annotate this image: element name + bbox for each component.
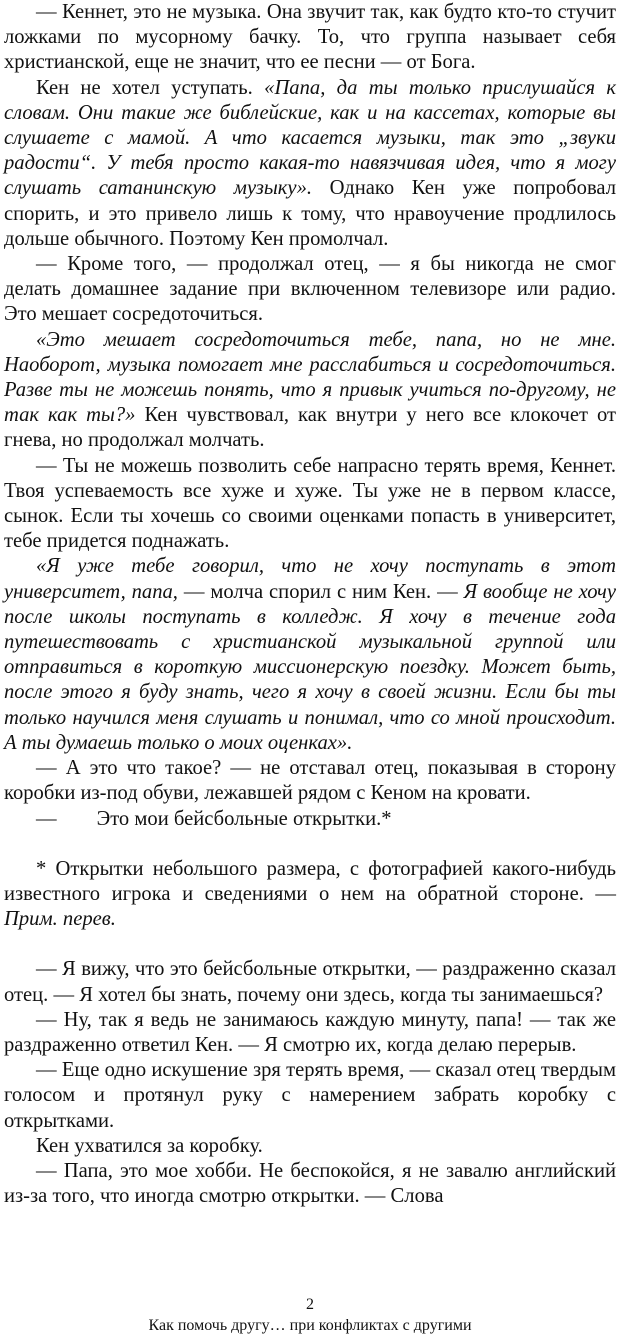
text-span: — молча спорил с ним Кен. — <box>177 580 464 603</box>
text-span: — Я вижу, что это бейсбольные открытки, — раздраженно сказал отец. — Я хотел бы знать, почему они здесь, когда ты занимаешься? <box>4 958 616 1006</box>
text-span: Кен ухватился за коробку. <box>36 1134 263 1157</box>
page-footer: Как помочь другу… при конфликтах с другими <box>148 1317 472 1334</box>
page-number: 2 <box>306 1296 314 1313</box>
paragraph <box>4 1058 616 1134</box>
paragraph <box>4 1134 616 1159</box>
text-span: Однако Кен уже попробовал спорить, и это привело лишь к тому, что нравоучение продлилось дольше обычного. Поэтому Кен промолчал. <box>4 177 616 250</box>
text-span: — Кеннет, это не музыка. Она звучит так, как будто кто-то стучит ложками по мусорному бачку. То, что группа называет себя христианской, еще не значит, что ее песни — от Бога. <box>4 1 616 74</box>
dash-line-text: Это мои бейсбольные открытки.* <box>96 807 392 830</box>
text-span: — Еще одно искушение зря терять время, — сказал отец твердым голосом и протянул руку с намерением забрать коробку с открытками. <box>4 1059 616 1132</box>
italic-span: Я вообще не хочу после школы поступать в колледж. Я хочу в течение года путешествовать с христианской музыкальной группой или отправиться в короткую миссионерскую поездку. Может быть, после этого я буду знать, чего я хочу в своей жизни. Если бы ты только научился меня слушать и понимал, что со мной происходит. А ты думаешь только о моих оценках». <box>4 580 616 754</box>
dash-line-dash: — <box>36 807 57 830</box>
paragraph <box>4 328 616 454</box>
paragraph <box>4 454 616 555</box>
text-span: Кен не хотел уступать. <box>36 76 265 99</box>
footnote <box>4 857 616 933</box>
footnote-italic: Прим. перев. <box>4 908 116 931</box>
italic-span: «Папа, да ты только прислушайся к словам. Они такие же библейские, как и на кассетах, которые вы слушаете с мамой. А что касается музыки, так это „звуки радости“. У тебя просто какая-то навязчивая идея, что я могу слушать сатанинскую музыку». <box>4 76 616 200</box>
paragraph <box>4 1008 616 1058</box>
paragraphs-after-footnote <box>4 957 616 1209</box>
text-span: — Ну, так я ведь не занимаюсь каждую минуту, папа! — так же раздраженно ответил Кен. — Я смотрю их, когда делаю перерыв. <box>4 1008 616 1056</box>
dash-line-paragraph <box>4 807 616 832</box>
paragraph <box>4 957 616 1007</box>
paragraph <box>4 0 616 76</box>
paragraph <box>4 76 616 252</box>
text-span: — Папа, это мое хобби. Не беспокойся, я не завалю английский из-за того, что иногда смотрю открытки. — Слова <box>4 1159 616 1208</box>
body-text <box>4 0 616 1209</box>
paragraph <box>4 1159 616 1209</box>
paragraph <box>4 554 616 756</box>
footnote-text: * Открытки небольшого размера, с фотографией какого-нибудь известного игрока и сведениями о нем на обратной стороне. — <box>4 857 616 905</box>
text-span: — Ты не можешь позволить себе напрасно терять время, Кеннет. Твоя успеваемость все хуже и хуже. Ты уже не в первом классе, сынок. Если ты хочешь со своими оценками попасть в университет, тебе придется поднажать. <box>4 454 616 553</box>
text-span: — Кроме того, — продолжал отец, — я бы никогда не смог делать домашнее задание при включенном телевизоре или радио. Это мешает сосредоточиться. <box>4 253 616 326</box>
paragraph <box>4 756 616 806</box>
text-span: — А это что такое? — не отставал отец, показывая в сторону коробки из-под обуви, лежавшей рядом с Кеном на кровати. <box>4 757 616 805</box>
paragraph <box>4 252 616 328</box>
italic-span: «Это мешает сосредоточиться тебе, папа, но не мне. Наоборот, музыка помогает мне расслабиться и сосредоточиться. Разве ты не можешь понять, что я привык учиться по-другому, не так как ты?» <box>4 328 616 427</box>
text-span: Кен чувствовал, как внутри у него все клокочет от гнева, но продолжал молчать. <box>4 404 616 452</box>
paragraphs-before-footnote <box>4 0 616 807</box>
italic-span: «Я уже тебе говорил, что не хочу поступать в этот университет, папа, <box>4 555 616 603</box>
